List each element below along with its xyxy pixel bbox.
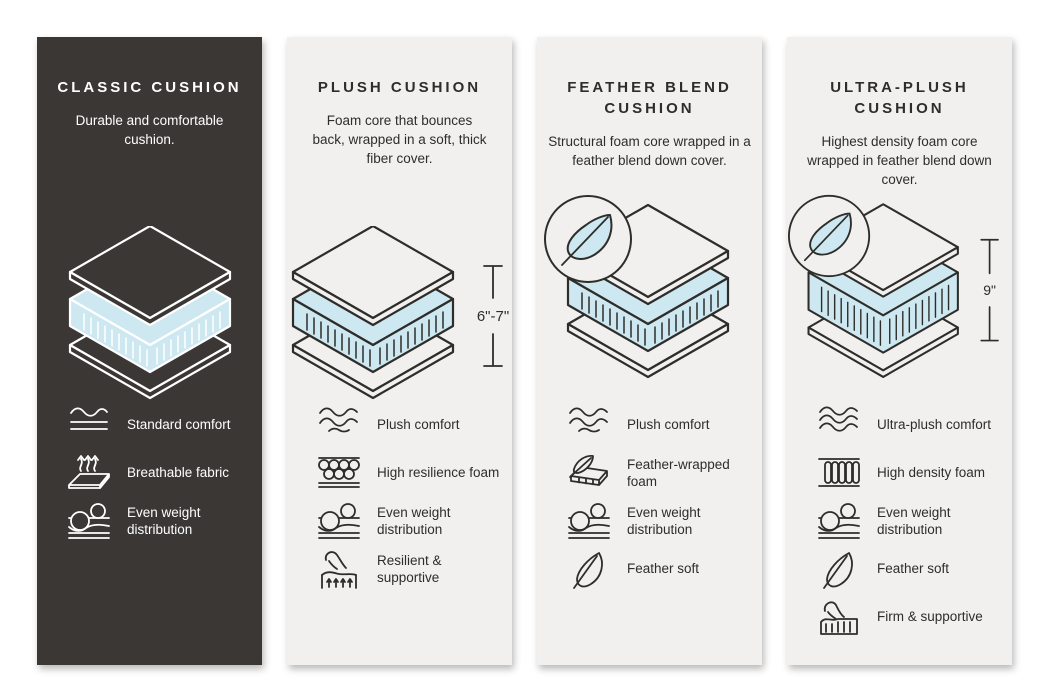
- card-description: Foam core that bounces back, wrapped in a soft, thick fiber cover.: [312, 113, 487, 167]
- card-title: FEATHER BLEND CUSHION: [567, 79, 732, 117]
- height-marker: [981, 240, 998, 341]
- cushion-layers-diagram: [37, 226, 262, 404]
- feature-row: [567, 498, 752, 544]
- feature-row: [817, 546, 1002, 592]
- feature-label: Feather-wrapped foam: [627, 456, 730, 489]
- card-ultra-plush-cushion: [787, 37, 1012, 665]
- card-feather-blend-cushion: [537, 37, 762, 665]
- feather-badge-icon: [788, 196, 868, 276]
- feature-list: [567, 402, 752, 594]
- feature-label: Breathable fabric: [127, 465, 230, 481]
- feature-row: [817, 594, 1002, 640]
- feather-wrapped-foam-icon: [567, 452, 611, 494]
- feature-list: [317, 402, 502, 594]
- coil-foam-icon: [817, 452, 861, 494]
- feature-list: [817, 402, 1002, 642]
- card-description: Structural foam core wrapped in a feather blend down cover.: [548, 134, 751, 169]
- card-title: CLASSIC CUSHION: [57, 79, 242, 96]
- feature-row: [67, 498, 252, 544]
- feature-label: Firm & supportive: [877, 609, 983, 625]
- height-marker: [476, 266, 508, 366]
- feature-label: Even weight distribution: [627, 504, 701, 537]
- feature-label: Feather soft: [877, 561, 950, 577]
- feature-label: High density foam: [877, 465, 986, 481]
- feature-label: Plush comfort: [377, 417, 460, 433]
- height-label: 6"-7": [476, 308, 509, 325]
- feature-row: [817, 450, 1002, 496]
- cushion-layers-diagram: [787, 193, 1012, 391]
- weight-distribution-icon: [567, 500, 611, 542]
- feature-label: Even weight distribution: [377, 504, 451, 537]
- feature-label: Resilient & supportive: [377, 552, 442, 585]
- feature-row: [567, 402, 752, 448]
- feature-label: Feather soft: [627, 561, 700, 577]
- card-description: Highest density foam core wrapped in feather blend down cover.: [807, 134, 992, 188]
- feature-row: [567, 450, 752, 496]
- card-title: ULTRA-PLUSH CUSHION: [830, 79, 969, 117]
- feature-label: High resilience foam: [377, 465, 500, 481]
- feature-label: Even weight distribution: [877, 504, 951, 537]
- feature-label: Even weight distribution: [127, 504, 201, 537]
- card-classic-cushion: [37, 37, 262, 665]
- honeycomb-foam-icon: [317, 452, 361, 494]
- feature-row: [317, 498, 502, 544]
- weight-distribution-icon: [317, 500, 361, 542]
- firm-press-icon: [817, 596, 861, 638]
- feature-label: Ultra-plush comfort: [877, 417, 992, 433]
- breathable-fabric-icon: [67, 452, 111, 494]
- feature-row: [317, 402, 502, 448]
- feather-icon: [817, 548, 861, 590]
- card-plush-cushion: [287, 37, 512, 665]
- wave-comfort-icon: [817, 404, 861, 446]
- wave-comfort-icon: [317, 404, 361, 446]
- weight-distribution-icon: [67, 500, 111, 542]
- feature-label: Plush comfort: [627, 417, 710, 433]
- feature-row: [567, 546, 752, 592]
- card-title: PLUSH CUSHION: [317, 79, 482, 96]
- resilient-press-icon: [317, 548, 361, 590]
- height-label: 9": [982, 281, 996, 298]
- feature-row: [67, 450, 252, 496]
- cushion-layers-diagram: [287, 226, 512, 404]
- feather-badge-icon: [545, 196, 631, 282]
- card-description: Durable and comfortable cushion.: [75, 113, 224, 148]
- cushion-layers-diagram: [537, 193, 762, 395]
- feature-row: [817, 402, 1002, 448]
- wave-comfort-icon: [67, 404, 111, 446]
- feather-icon: [567, 548, 611, 590]
- feature-row: [67, 402, 252, 448]
- feature-label: Standard comfort: [127, 417, 231, 433]
- feature-list: [67, 402, 252, 546]
- wave-comfort-icon: [567, 404, 611, 446]
- feature-row: [317, 546, 502, 592]
- feature-row: [817, 498, 1002, 544]
- feature-row: [317, 450, 502, 496]
- weight-distribution-icon: [817, 500, 861, 542]
